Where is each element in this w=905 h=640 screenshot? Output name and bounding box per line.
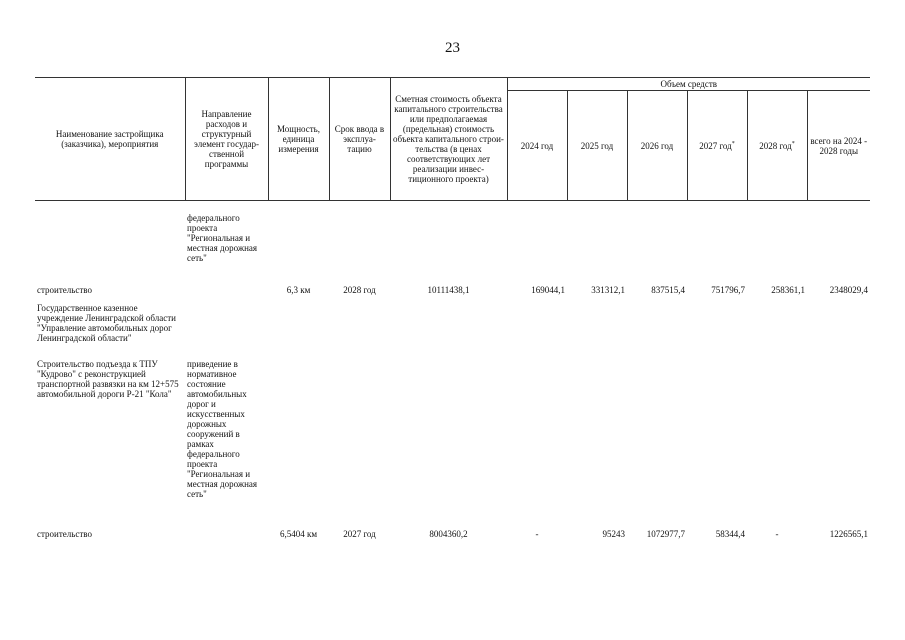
table-row xyxy=(35,359,870,525)
table-row xyxy=(35,295,870,359)
row-term: 2028 год xyxy=(343,284,376,295)
row-term: 2027 год xyxy=(343,528,376,539)
header-funding-volume: Объем средств xyxy=(507,78,870,91)
direction-cell: федерального проекта "Региональная и местная дорожная сеть" xyxy=(187,213,258,263)
header-year-2025: 2025 год xyxy=(567,91,627,201)
header-year-2027: 2027 год* xyxy=(687,91,747,201)
header-year-2026: 2026 год xyxy=(627,91,687,201)
table-row xyxy=(35,279,870,295)
row-value-2024: - xyxy=(535,528,539,539)
header-term: Срок ввода в эксплуа-тацию xyxy=(329,78,390,201)
row-value-2026: 1072977,7 xyxy=(646,528,685,539)
row-value-2026: 837515,4 xyxy=(651,284,685,295)
header-year-2024: 2024 год xyxy=(507,91,567,201)
row-value-2025: 331312,1 xyxy=(591,284,625,295)
table-row xyxy=(35,525,870,539)
header-year-2028: 2028 год* xyxy=(747,91,807,201)
object-name: Строительство подъезда к ТПУ "Кудрово" с реконструкцией транспортной развязки на км 12+575 автомобильной дороги Р-21 "Кола" xyxy=(37,358,179,399)
header-direction: Направление расходов и структурный элемент государ-ственной программы xyxy=(185,78,268,201)
table-row xyxy=(35,201,870,279)
row-name: строительство xyxy=(37,284,92,295)
row-name: строительство xyxy=(37,528,92,539)
capital-investment-table xyxy=(35,77,870,539)
row-total: 2348029,4 xyxy=(829,284,869,295)
header-total: всего на 2024 - 2028 годы xyxy=(807,91,870,201)
row-value-2025: 95243 xyxy=(602,528,625,539)
row-value-2028: - xyxy=(775,528,779,539)
organization-name: Государственное казенное учреждение Ленинградской области "Управление автомобильных дорог Ленинградской области" xyxy=(37,302,177,343)
header-capacity: Мощность, единица измерения xyxy=(268,78,329,201)
row-cost: 8004360,2 xyxy=(429,528,468,539)
row-value-2027: 751796,7 xyxy=(711,284,745,295)
row-total: 1226565,1 xyxy=(829,528,869,539)
row-capacity: 6,3 км xyxy=(286,284,311,295)
row-value-2027: 58344,4 xyxy=(715,528,745,539)
row-value-2024: 169044,1 xyxy=(531,284,565,295)
row-cost: 10111438,1 xyxy=(427,284,470,295)
row-value-2028: 258361,1 xyxy=(771,284,805,295)
row-capacity: 6,5404 км xyxy=(279,528,318,539)
page-number: 23 xyxy=(445,40,460,56)
header-estimated-cost: Сметная стоимость объекта капитального строительства или предполагаемая (предельная) стоимость объекта капитального строи-тельства (в ценах соответствующих лет реализации инвес-тиционного проекта) xyxy=(390,78,507,201)
object-direction: приведение в нормативное состояние автомобильных дорог и искусственных дорожных сооружений в рамках федерального проекта "Региональная и местная дорожная сеть" xyxy=(187,358,258,499)
header-customer: Наименование застройщика (заказчика), мероприятия xyxy=(35,78,185,201)
